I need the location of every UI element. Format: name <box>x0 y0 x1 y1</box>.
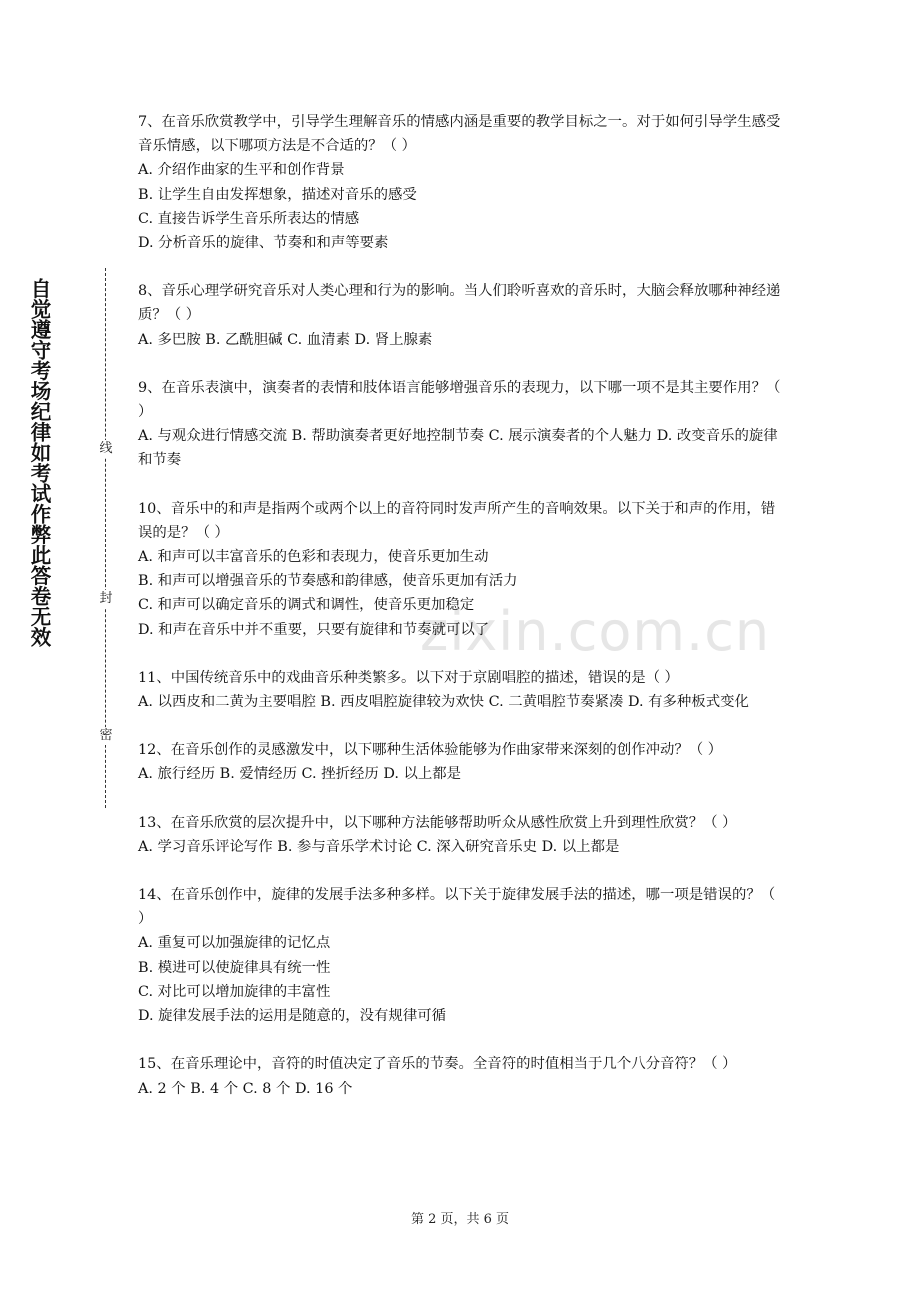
option-c: C. 直接告诉学生音乐所表达的情感 <box>138 210 360 227</box>
option-b: B. 模进可以使旋律具有统一性 <box>138 959 331 976</box>
question-text: 8、音乐心理学研究音乐对人类心理和行为的影响。当人们聆听喜欢的音乐时，大脑会释放哪种神经递质？（ ） <box>138 283 781 324</box>
question-11 <box>138 666 786 714</box>
question-text: 11、中国传统音乐中的戏曲音乐种类繁多。以下对于京剧唱腔的描述，错误的是（ ） <box>138 669 679 686</box>
option-b: B. 让学生自由发挥想象，描述对音乐的感受 <box>138 186 417 203</box>
options-line: A. 学习音乐评论写作 B. 参与音乐学术讨论 C. 深入研究音乐史 D. 以上都是 <box>138 838 620 855</box>
question-12 <box>138 738 786 786</box>
question-9 <box>138 376 786 473</box>
seal-mark-line: 线 <box>97 440 115 458</box>
options-line: A. 2 个 B. 4 个 C. 8 个 D. 16 个 <box>138 1080 353 1097</box>
question-13 <box>138 811 786 859</box>
question-text: 7、在音乐欣赏教学中，引导学生理解音乐的情感内涵是重要的教学目标之一。对于如何引导学生感受音乐情感，以下哪项方法是不合适的？（ ） <box>138 114 781 155</box>
question-8 <box>138 279 786 352</box>
question-text: 15、在音乐理论中，音符的时值决定了音乐的节奏。全音符的时值相当于几个八分音符？（ ） <box>138 1056 737 1073</box>
option-b: B. 和声可以增强音乐的节奏感和韵律感，使音乐更加有活力 <box>138 573 518 590</box>
option-c: C. 和声可以确定音乐的调式和调性，使音乐更加稳定 <box>138 597 475 614</box>
question-text: 9、在音乐表演中，演奏者的表情和肢体语言能够增强音乐的表现力，以下哪一项不是其主要作用？（ ） <box>138 379 781 421</box>
question-10 <box>138 497 786 642</box>
option-d: D. 和声在音乐中并不重要，只要有旋律和节奏就可以了 <box>138 621 490 638</box>
option-a: A. 重复可以加强旋律的记忆点 <box>138 935 331 952</box>
options-line: A. 旅行经历 B. 爱情经历 C. 挫折经历 D. 以上都是 <box>138 766 462 783</box>
option-a: A. 介绍作曲家的生平和创作背景 <box>138 162 345 179</box>
page-number-footer: 第 2 页，共 6 页 <box>410 1212 510 1227</box>
exam-discipline-warning: 自觉遵守考场纪律如考试作弊此答卷无效 <box>27 278 51 647</box>
option-d: D. 分析音乐的旋律、节奏和和声等要素 <box>138 235 389 252</box>
question-7 <box>138 110 786 255</box>
question-15 <box>138 1052 786 1100</box>
question-text: 10、音乐中的和声是指两个或两个以上的音符同时发声所产生的音响效果。以下关于和声的作用，错误的是？（ ） <box>138 500 776 541</box>
seal-mark-seal: 封 <box>97 590 115 608</box>
question-text: 14、在音乐创作中，旋律的发展手法多种多样。以下关于旋律发展手法的描述，哪一项是错误的？（ ） <box>138 887 776 928</box>
question-14 <box>138 883 786 1028</box>
options-line: A. 与观众进行情感交流 B. 帮助演奏者更好地控制节奏 C. 展示演奏者的个人魅力 D. 改变音乐的旋律和节奏 <box>138 428 778 469</box>
option-c: C. 对比可以增加旋律的丰富性 <box>138 983 331 1000</box>
site-watermark: zixin.com.cn <box>420 600 771 663</box>
options-line: A. 以西皮和二黄为主要唱腔 B. 西皮唱腔旋律较为欢快 C. 二黄唱腔节奏紧凑 D. 有多种板式变化 <box>138 694 749 711</box>
question-list <box>138 110 786 1125</box>
option-d: D. 旋律发展手法的运用是随意的，没有规律可循 <box>138 1008 446 1025</box>
option-a: A. 和声可以丰富音乐的色彩和表现力，使音乐更加生动 <box>138 549 489 566</box>
options-line: A. 多巴胺 B. 乙酰胆碱 C. 血清素 D. 肾上腺素 <box>138 331 433 348</box>
seal-mark-secret: 密 <box>97 727 115 745</box>
question-text: 13、在音乐欣赏的层次提升中，以下哪种方法能够帮助听众从感性欣赏上升到理性欣赏？（ ） <box>138 814 737 831</box>
question-text: 12、在音乐创作的灵感激发中，以下哪种生活体验能够为作曲家带来深刻的创作冲动？（ ） <box>138 742 723 759</box>
